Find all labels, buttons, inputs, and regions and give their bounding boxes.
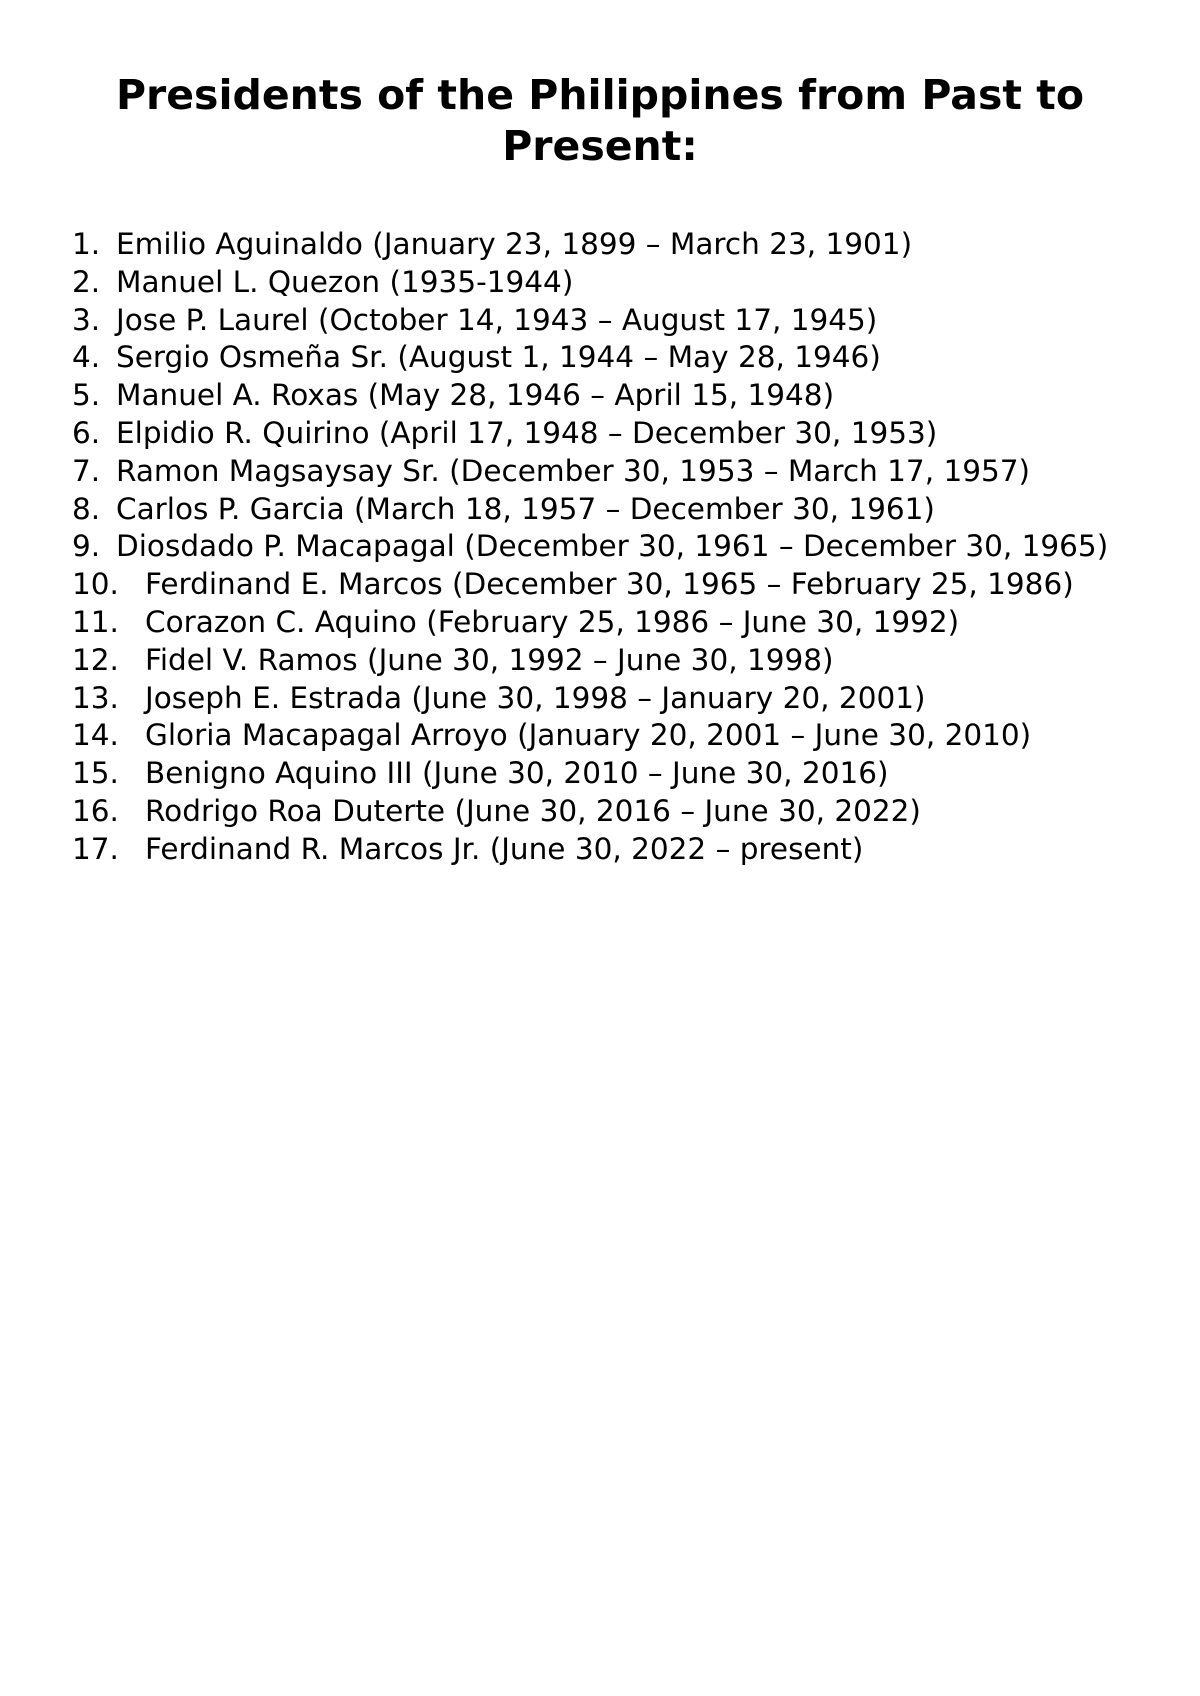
list-item: [72, 377, 1142, 415]
list-item-text: Manuel A. Roxas (May 28, 1946 – April 15, 1948): [116, 378, 835, 413]
list-item-number: 12.: [72, 642, 119, 677]
list-item: [72, 755, 1142, 793]
list-item-text: Ferdinand R. Marcos Jr. (June 30, 2022 – present): [145, 831, 864, 866]
list-item-text: Joseph E. Estrada (June 30, 1998 – January 20, 2001): [145, 680, 926, 715]
list-item: [72, 339, 1142, 377]
list-item-number: 11.: [72, 604, 119, 639]
list-item-text: Manuel L. Quezon (1935-1944): [116, 264, 574, 299]
list-item: [72, 528, 1142, 566]
list-item-text: Carlos P. Garcia (March 18, 1957 – December 30, 1961): [116, 491, 935, 526]
list-item-text: Corazon C. Aquino (February 25, 1986 – June 30, 1992): [145, 604, 960, 639]
list-item-number: 4.: [72, 340, 101, 375]
page-title: Presidents of the Philippines from Past to Present:: [115, 71, 1084, 170]
list-item-number: 7.: [72, 453, 101, 488]
list-item: [72, 491, 1142, 529]
list-item-text: Diosdado P. Macapagal (December 30, 1961 – December 30, 1965): [116, 529, 1109, 564]
list-item: [72, 302, 1142, 340]
list-item-text: Elpidio R. Quirino (April 17, 1948 – December 30, 1953): [116, 415, 938, 450]
list-item: [72, 604, 1142, 642]
list-item: [72, 793, 1142, 831]
list-item-text: Sergio Osmeña Sr. (August 1, 1944 – May 28, 1946): [116, 340, 881, 375]
list-item-number: 14.: [72, 718, 119, 753]
list-item-number: 2.: [72, 264, 101, 299]
list-item-number: 8.: [72, 491, 101, 526]
list-item-number: 3.: [72, 302, 101, 337]
list-item-text: Fidel V. Ramos (June 30, 1992 – June 30, 1998): [145, 642, 834, 677]
list-item: [72, 264, 1142, 302]
list-item-text: Benigno Aquino III (June 30, 2010 – June 30, 2016): [145, 756, 889, 791]
list-item: [72, 831, 1142, 869]
list-item: [72, 642, 1142, 680]
list-item-text: Rodrigo Roa Duterte (June 30, 2016 – June 30, 2022): [145, 793, 921, 828]
list-item-text: Ramon Magsaysay Sr. (December 30, 1953 – March 17, 1957): [116, 453, 1031, 488]
list-item-number: 10.: [72, 567, 119, 602]
list-item-text: Emilio Aguinaldo (January 23, 1899 – March 23, 1901): [116, 227, 913, 261]
list-item-number: 1.: [72, 227, 101, 261]
list-item-number: 15.: [72, 756, 119, 791]
list-item-text: Ferdinand E. Marcos (December 30, 1965 – February 25, 1986): [145, 567, 1074, 602]
list-item-number: 13.: [72, 680, 119, 715]
list-item: [72, 415, 1142, 453]
list-item-number: 16.: [72, 793, 119, 828]
list-item-text: Gloria Macapagal Arroyo (January 20, 2001 – June 30, 2010): [145, 718, 1032, 753]
list-item-number: 6.: [72, 415, 101, 450]
list-item-number: 17.: [72, 831, 119, 866]
list-item-number: 9.: [72, 529, 101, 564]
list-item: [72, 226, 1142, 264]
list-item: [72, 717, 1142, 755]
list-item: [72, 566, 1142, 604]
list-item-text: Jose P. Laurel (October 14, 1943 – August 17, 1945): [116, 302, 878, 337]
list-item-number: 5.: [72, 378, 101, 413]
presidents-list: [72, 226, 1142, 869]
list-item: [72, 680, 1142, 718]
list-item: [72, 453, 1142, 491]
